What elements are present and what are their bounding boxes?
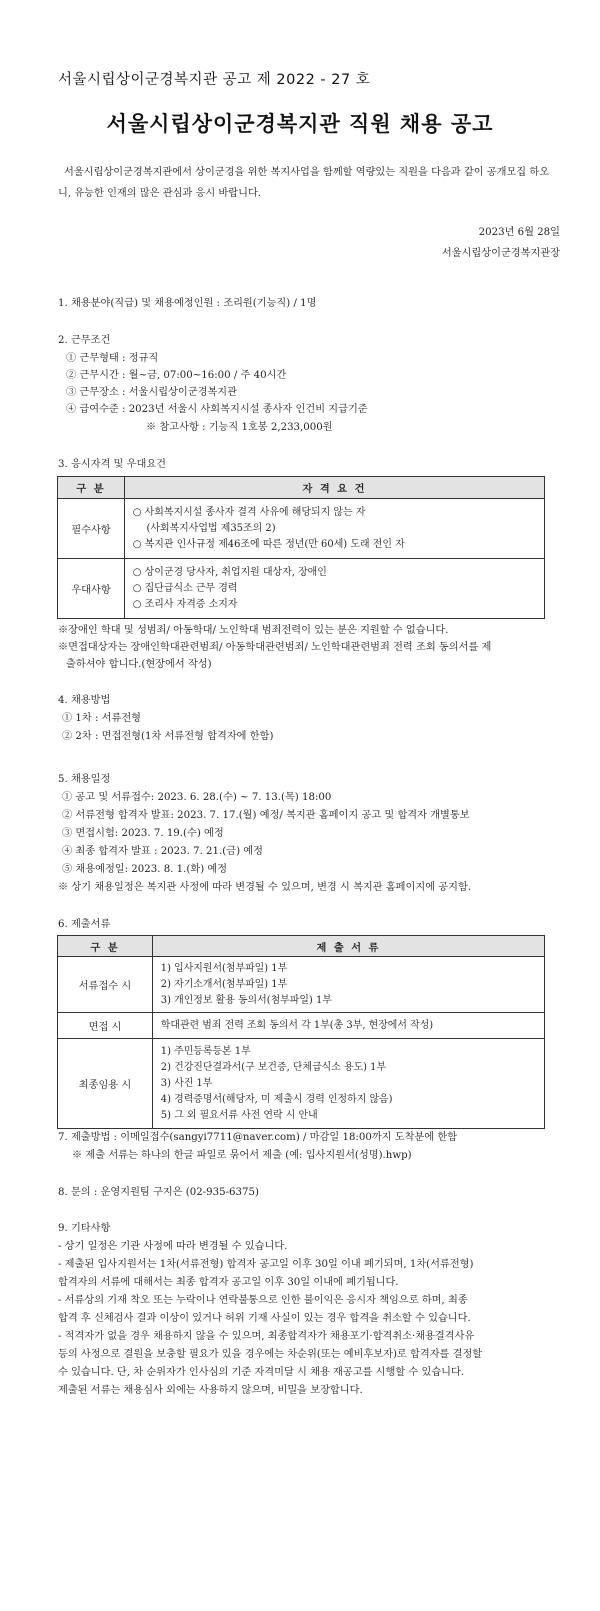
notice-number: 서울시립상이군경복지관 공고 제 2022 - 27 호 xyxy=(58,72,371,88)
requirement-line: ○ 집단급식소 근무 경력 xyxy=(132,582,238,594)
document-line: 3) 개인정보 활용 동의서(첨부파일) 1부 xyxy=(160,994,332,1006)
date-block xyxy=(442,222,560,264)
document-line: 2) 자기소개서(첨부파일) 1부 xyxy=(160,978,288,990)
schedule-item: ④ 최종 합격자 발표 : 2023. 7. 21.(금) 예정 xyxy=(62,846,263,857)
documents-table xyxy=(57,935,545,1129)
table-header-category: 구 분 xyxy=(58,936,153,957)
requirement-line: (사회복지사업법 제35조의 2) xyxy=(146,522,276,534)
qualification-note: 출하셔야 합니다.(현장에서 작성) xyxy=(66,659,212,670)
section-4-item: ② 2차 : 면접전형(1차 서류전형 합격자에 한함) xyxy=(62,731,274,742)
section-2-item: ④ 급여수준 : 2023년 서울시 사회복지시설 종사자 인건비 지급기준 xyxy=(66,404,368,415)
row-content xyxy=(153,1039,545,1129)
table-row xyxy=(58,957,545,1013)
schedule-item: ① 공고 및 서류접수: 2023. 6. 28.(수) ~ 7. 13.(목) 18:00 xyxy=(62,792,332,803)
table-row xyxy=(58,1013,545,1039)
document-line: 1) 주민등록등본 1부 xyxy=(160,1045,251,1057)
document-line: 1) 입사지원서(첨부파일) 1부 xyxy=(160,962,288,974)
row-label: 필수사항 xyxy=(58,499,125,559)
requirement-line: ○ 복지관 인사규정 제46조에 따른 정년(만 60세) 도래 전인 자 xyxy=(132,538,405,550)
misc-line: 제출된 서류는 채용심사 외에는 사용하지 않으며, 비밀을 보장합니다. xyxy=(58,1385,363,1396)
misc-line: 합격자의 서류에 대해서는 최종 합격자 공고일 이후 30일 이내에 폐기됩니다. xyxy=(58,1277,399,1288)
document-line: 3) 사진 1부 xyxy=(160,1077,213,1089)
intro-paragraph: 서울시립상이군경복지관에서 상이군경을 위한 복지사업을 함께할 역량있는 직원을 다음과 같이 공개모집 하오니, 유능한 인재의 많은 관심과 응시 바랍니다. xyxy=(58,167,550,199)
section-2-item: ① 근무형태 : 정규직 xyxy=(66,353,159,364)
table-row xyxy=(58,499,545,559)
misc-line: - 서류상의 기재 착오 또는 누락이나 연락불통으로 인한 불이익은 응시자 책임으로 하며, 최종 xyxy=(58,1295,468,1306)
salary-note: ※ 참고사항 : 기능직 1호봉 2,233,000원 xyxy=(146,422,333,433)
section-3-heading: 3. 응시자격 및 우대요건 xyxy=(58,459,167,470)
misc-line: - 상기 일정은 기관 사정에 따라 변경될 수 있습니다. xyxy=(58,1241,288,1252)
row-label: 면접 시 xyxy=(58,1013,153,1039)
document-line: 5) 그 외 필요서류 사전 연락 시 안내 xyxy=(160,1109,318,1121)
misc-line: - 제출된 입사지원서는 1차(서류전형) 합격자 공고일 이후 30일 이내 폐기되며, 1차(서류전형) xyxy=(58,1259,474,1270)
requirement-line: ○ 조리사 자격증 소지자 xyxy=(132,598,238,610)
notice-date: 2023년 6월 28일 xyxy=(478,227,560,238)
table-row xyxy=(58,1039,545,1129)
row-content xyxy=(153,957,545,1013)
page-title: 서울시립상이군경복지관 직원 채용 공고 xyxy=(106,111,494,136)
section-2-item: ② 근무시간 : 월~금, 07:00~16:00 / 주 40시간 xyxy=(66,370,287,381)
document-line: 2) 건강진단결과서(구 보건증, 단체급식소 용도) 1부 xyxy=(160,1061,387,1073)
requirement-line: ○ 사회복지시설 종사자 결격 사유에 해당되지 않는 자 xyxy=(132,506,366,518)
misc-line: 등의 사정으로 결원을 보충할 필요가 있을 경우에는 차순위(또는 예비후보자)로 합격자를 결정할 xyxy=(58,1349,483,1360)
misc-line: 합격 후 신체검사 결과 이상이 있거나 허위 기재 사실이 있는 경우 합격을 취소할 수 있습니다. xyxy=(58,1313,471,1324)
section-4-item: ① 1차 : 서류전형 xyxy=(62,713,142,724)
qualification-note: ※면접대상자는 장애인학대관련범죄/ 아동학대관련범죄/ 노인학대관련범죄 전력 조회 동의서를 제 xyxy=(58,642,492,653)
document-line: 학대관련 범죄 전력 조회 동의서 각 1부(총 3부, 현장에서 작성) xyxy=(160,1019,434,1031)
section-8-text: 8. 문의 : 운영지원팀 구지은 (02-935-6375) xyxy=(58,1187,259,1198)
misc-line: - 적격자가 없을 경우 채용하지 않을 수 있으며, 최종합격자가 채용포기·합격취소·채용결격사유 xyxy=(58,1331,475,1342)
section-4-heading: 4. 채용방법 xyxy=(58,695,111,706)
schedule-note: ※ 상기 채용일정은 복지관 사정에 따라 변경될 수 있으며, 변경 시 복지관 홈페이지에 공지함. xyxy=(58,882,472,893)
misc-line: 수 있습니다. 단, 차 순위자가 인사심의 기준 자격미달 시 채용 재공고를 시행할 수 있습니다. xyxy=(58,1367,465,1378)
row-content xyxy=(125,499,545,559)
section-5-heading: 5. 채용일정 xyxy=(58,774,111,785)
table-header-documents: 제 출 서 류 xyxy=(153,936,545,957)
issuer: 서울시립상이군경복지관장 xyxy=(441,248,560,259)
row-content xyxy=(153,1013,545,1039)
section-7-note: ※ 제출 서류는 하나의 한글 파일로 묶어서 제출 (예: 입사지원서(성명).hwp) xyxy=(72,1150,412,1161)
row-label: 최종임용 시 xyxy=(58,1039,153,1129)
qualification-note: ※장애인 학대 및 성범죄/ 아동학대/ 노인학대 범죄전력이 있는 분은 지원할 수 없습니다. xyxy=(58,625,449,636)
schedule-item: ② 서류전형 합격자 발표: 2023. 7. 17.(월) 예정/ 복지관 홈페이지 공고 및 합격자 개별통보 xyxy=(62,810,470,821)
table-header-requirements: 자 격 요 건 xyxy=(125,477,545,499)
requirement-line: ○ 상이군경 당사자, 취업지원 대상자, 장애인 xyxy=(132,566,327,578)
section-6-heading: 6. 제출서류 xyxy=(58,919,111,930)
document-line: 4) 경력증명서(해당자, 미 제출시 경력 인정하지 않음) xyxy=(160,1093,393,1105)
section-9-heading: 9. 기타사항 xyxy=(58,1223,111,1234)
section-2-item: ③ 근무장소 : 서울시립상이군경복지관 xyxy=(66,387,237,398)
section-1-text: 1. 채용분야(직급) 및 채용예정인원 : 조리원(기능직) / 1명 xyxy=(58,298,317,309)
row-label: 서류접수 시 xyxy=(58,957,153,1013)
section-2-heading: 2. 근무조건 xyxy=(58,335,111,346)
row-label: 우대사항 xyxy=(58,559,125,619)
row-content xyxy=(125,559,545,619)
section-7-text: 7. 제출방법 : 이메일접수(sangyi7711@naver.com) / 마감일 18:00까지 도착분에 한함 xyxy=(58,1132,458,1143)
table-row xyxy=(58,559,545,619)
qualification-table xyxy=(57,476,545,619)
schedule-item: ⑤ 채용예정일: 2023. 8. 1.(화) 예정 xyxy=(62,864,228,875)
schedule-item: ③ 면접시험: 2023. 7. 19.(수) 예정 xyxy=(62,828,224,839)
table-header-category: 구 분 xyxy=(58,477,125,499)
